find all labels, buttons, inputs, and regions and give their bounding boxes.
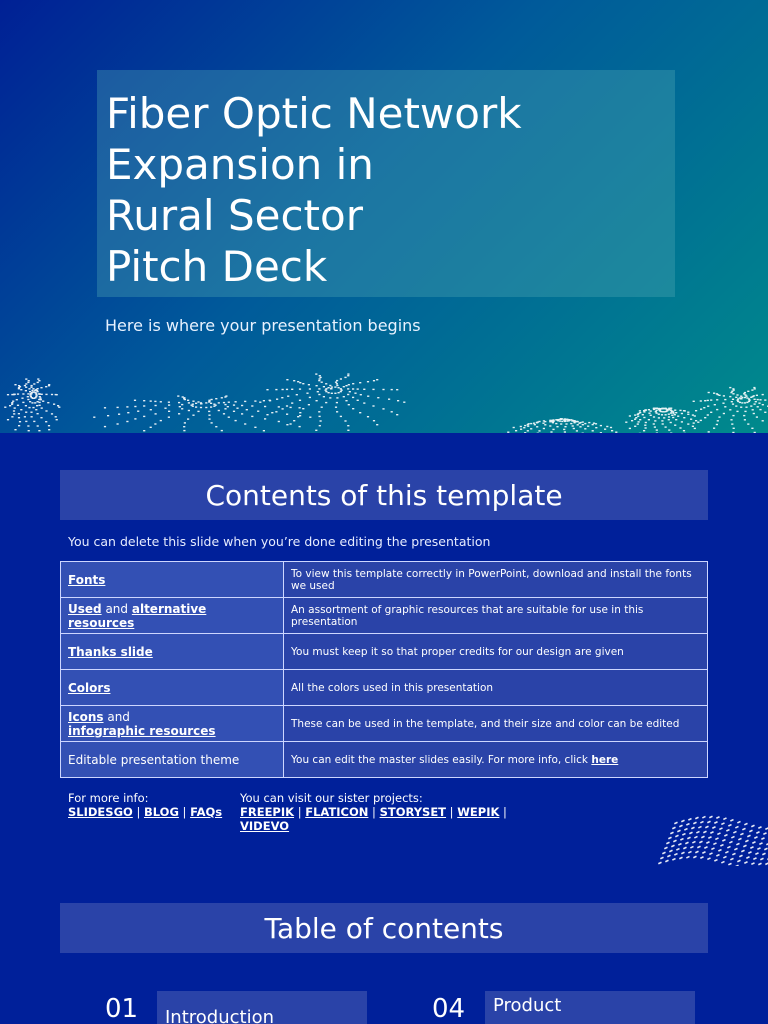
footer-more-info-heading: For more info: (68, 791, 149, 805)
table-row (61, 634, 708, 670)
table-cell-desc: To view this template correctly in PowerPoint, download and install the fonts we used (284, 562, 708, 598)
icons-link[interactable]: Icons (68, 709, 104, 724)
table-cell-desc: You must keep it so that proper credits for our design are given (284, 634, 708, 670)
footer-sister-projects: You can visit our sister projects: FREEPIK | FLATICON | STORYSET | WEPIK | VIDEVO (240, 791, 540, 833)
toc-item-label: Introduction (165, 1007, 275, 1024)
colors-link[interactable]: Colors (68, 680, 111, 695)
videvo-link[interactable]: VIDEVO (240, 819, 290, 833)
table-cell-desc: You can edit the master slides easily. For more info, click (291, 753, 589, 766)
table-row (61, 742, 708, 778)
table-cell-desc: An assortment of graphic resources that are suitable for use in this presentation (284, 598, 708, 634)
contents-slide (0, 433, 768, 866)
faqs-link[interactable]: FAQs (190, 805, 223, 819)
footer-sister-heading: You can visit our sister projects: (240, 791, 423, 805)
table-cell-desc: All the colors used in this presentation (284, 670, 708, 706)
title-slide (0, 0, 768, 433)
table-row (61, 598, 708, 634)
toc-number: 01 (105, 994, 139, 1024)
slidesgo-link[interactable]: SLIDESGO (68, 805, 133, 819)
blog-link[interactable]: BLOG (143, 805, 179, 819)
wepik-link[interactable]: WEPIK (457, 805, 500, 819)
freepik-link[interactable]: FREEPIK (240, 805, 295, 819)
toc-number: 04 (432, 994, 466, 1024)
toc-header: Table of contents (60, 903, 708, 953)
toc-item-label: Product (493, 995, 562, 1016)
used-link[interactable]: Used (68, 601, 102, 616)
storyset-link[interactable]: STORYSET (379, 805, 447, 819)
and-text: and (105, 601, 129, 616)
table-cell-desc: These can be used in the template, and their size and color can be edited (284, 706, 708, 742)
toc-item-introduction[interactable] (157, 991, 367, 1024)
slide-title: Fiber Optic Network Expansion in Rural Sector Pitch Deck (106, 89, 522, 291)
footer-more-info: For more info: SLIDESGO | BLOG | FAQs (68, 791, 223, 819)
contents-header: Contents of this template (60, 470, 708, 520)
thanks-slide-link[interactable]: Thanks slide (68, 644, 153, 659)
dotted-wave-decoration (0, 353, 768, 433)
toc-slide (0, 866, 768, 1024)
title-box (97, 70, 675, 297)
infographic-resources-link[interactable]: infographic resources (68, 723, 216, 738)
table-row (61, 670, 708, 706)
slide-subtitle: Here is where your presentation begins (105, 316, 421, 335)
alternative-resources-link[interactable]: alternative resources (68, 601, 207, 630)
contents-note: You can delete this slide when you’re done editing the presentation (68, 534, 491, 549)
fonts-link[interactable]: Fonts (68, 572, 106, 587)
here-link[interactable]: here (591, 753, 619, 766)
table-row (61, 562, 708, 598)
toc-item-product[interactable] (485, 991, 695, 1024)
table-row (61, 706, 708, 742)
flaticon-link[interactable]: FLATICON (305, 805, 369, 819)
resources-table (60, 561, 708, 778)
table-cell-label: Editable presentation theme (61, 742, 284, 778)
dotted-wave-decoration (648, 808, 768, 866)
and-text: and (107, 709, 130, 724)
